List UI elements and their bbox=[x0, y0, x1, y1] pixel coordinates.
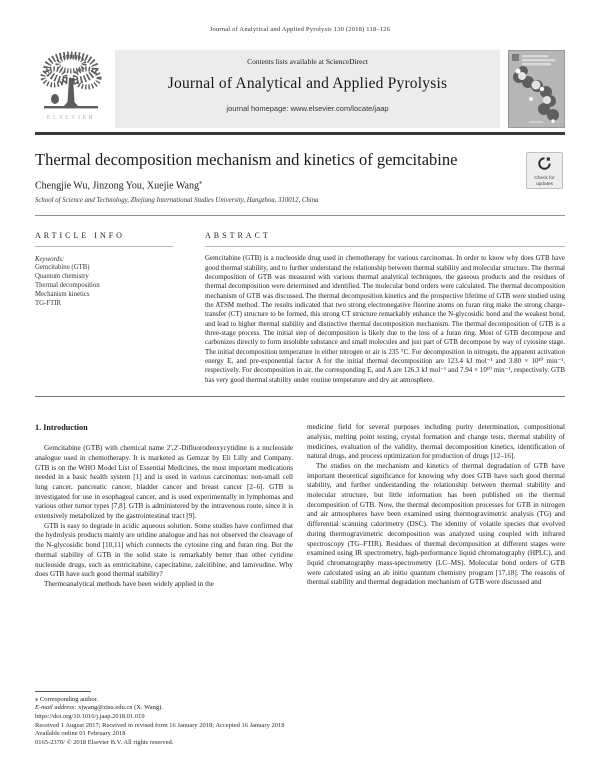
available-online-line: Available online 01 February 2018 bbox=[35, 730, 126, 738]
elsevier-logo bbox=[35, 50, 107, 128]
corresponding-author-footnote bbox=[35, 691, 293, 713]
article-info-column bbox=[35, 231, 187, 385]
abstract-rule bbox=[205, 246, 565, 247]
elsevier-tree-icon bbox=[38, 50, 104, 114]
email-label: E-mail address: bbox=[35, 704, 77, 712]
title-block bbox=[35, 150, 565, 204]
journal-cover-thumbnail[interactable] bbox=[508, 50, 565, 128]
contents-prefix-text: Contents lists available at bbox=[247, 57, 326, 66]
homepage-line bbox=[115, 104, 500, 113]
article-info-rule bbox=[35, 246, 173, 247]
article-body bbox=[35, 423, 565, 590]
body-left-column bbox=[35, 423, 293, 590]
header-divider bbox=[35, 132, 565, 135]
contents-line bbox=[115, 57, 500, 66]
authors-line bbox=[35, 179, 565, 191]
journal-title: Journal of Analytical and Applied Pyrolysis bbox=[167, 75, 448, 92]
email-suffix: (X. Wang). bbox=[132, 704, 163, 712]
author-names: Chengjie Wu, Jinzong You, Xuejie Wang bbox=[35, 180, 199, 192]
copyright-line: 0165-2370/ © 2018 Elsevier B.V. All rights reserved. bbox=[35, 739, 174, 747]
body-right-column bbox=[307, 423, 565, 590]
body-paragraph: medicine field for several purposes including purity determination, compositional analysis, melting point testing, crystal formation and change tests, thermal stability of medicines, evaluation of the validity, thermal decomposition kinetics, identification of natural drugs, and process optimization for production of drugs [12–16]. bbox=[307, 423, 565, 461]
corresponding-author-note: ⁎ Corresponding author. bbox=[35, 695, 99, 703]
info-abstract-section bbox=[35, 231, 565, 385]
journal-homepage-link[interactable]: www.elsevier.com/locate/jaap bbox=[290, 104, 389, 113]
journal-header bbox=[35, 50, 565, 128]
article-title: Thermal decomposition mechanism and kinetics of gemcitabine bbox=[35, 150, 458, 169]
keyword-item: Gemcitabine (GTB) bbox=[35, 264, 90, 272]
received-dates-line: Received 1 August 2017; Received in revised form 16 January 2018; Accepted 16 January 2018 bbox=[35, 721, 285, 729]
contents-banner bbox=[115, 50, 500, 128]
body-paragraph: Thermoanalytical methods have been widely applied in the bbox=[44, 579, 214, 588]
doi-link[interactable]: https://doi.org/10.1016/j.jaap.2018.01.019 bbox=[35, 712, 145, 720]
check-badge-label: Check for updates bbox=[534, 176, 555, 187]
keywords-label: Keywords: bbox=[35, 256, 65, 264]
abstract-text: Gemcitabine (GTB) is a nucleoside drug used in chemotherapy for various carcinomas. In order to know why does GTB have good thermal stability, and to further understand the relationship between thermal stability and molecular structure. The thermal decomposition of GTB was measured with various thermal analytical techniques, the gaseous products and the residues of thermal decomposition were determined and identified. The molecular bond orders were calculated. The thermal decomposition mechanism of GTB was discussed. The thermal decomposition kinetics and the prospective lifetime of GTB were studied using the ATSM method. The results indicated that two strong electronegative fluorine atoms on furan ring make the strong charge-transfer (CT) structure to be formed, this strong CT structure remarkably enhance the N-glycosidic bond and the weakest bond, and lead to higher thermal stability and distinctive thermal decomposition mechanism. The thermal decomposition of GTB is a three-stage process. The initial step of decomposition is likely due to the loss of a furan ring. Most of GTB decompose and carbonizes directly to form insoluble substance and small molecules and just part of GTB decompose by way of cytosine stage. The initial decomposition temperature in either nitrogen or air is 235 °C. For decomposition in nitrogen, the apparent activation energy Eₐ and pre-exponential factor A for the initial thermal decomposition are 123.4 kJ mol⁻¹ and 3.80 × 10¹⁰ min⁻¹, respectively. For decomposition in air, the corresponding Eₐ and A are 126.3 kJ mol⁻¹ and 7.94 × 10¹⁰ min⁻¹, respectively. GTB has very good thermal stability under routine temperature and dry air atmosphere. bbox=[205, 254, 565, 384]
homepage-prefix-text: journal homepage: bbox=[226, 104, 291, 113]
imprint-footer bbox=[35, 713, 284, 748]
footnote-rule bbox=[35, 691, 91, 692]
body-paragraph: Gemcitabine (GTB) with chemical name 2′,2′-Difluorodeoxycytidine is a nucleoside analogue used in chemotherapy. It is marketed as Gemzar by Eli Lilly and Company. GTB is on the WHO Model List of Essential Medicines, the most important medications needed in a basic health system [1] and is used in various carcinomas: non-small cell lung cancer, pancreatic cancer, bladder cancer and breast cancer [2–6]. GTB is investigated for use in esophageal cancer, and is used experimentally in lymphomas and various other tumor types [7,8]. GTB is administered by the intravenous route, since it is extensively metabolized by the gastrointestinal tract [9]. bbox=[35, 444, 293, 521]
journal-cover-art-icon bbox=[509, 51, 564, 127]
email-line bbox=[35, 704, 293, 713]
abstract-divider bbox=[35, 396, 565, 397]
corresponding-author-mark: ⁎ bbox=[198, 180, 202, 186]
keyword-item: TG-FTIR bbox=[35, 300, 62, 308]
keyword-item: Mechanism kinetics bbox=[35, 291, 90, 299]
email-link[interactable]: xjwang@zisu.edu.cn bbox=[78, 704, 133, 712]
body-paragraph: The studies on the mechanism and kinetics of thermal degradation of GTB have important theoretical significance for knowing why does GTB have such good thermal stability, and further understanding the relationship between thermal stability and molecular structure, but little information has been published on the thermal decomposition of GTB. Now, the thermal decomposition processes for GTB in nitrogen and air atmospheres have been examined using thermogravimetric analysis (TG) and differential scanning calorimetry (DSC). The identity of volatile species that evolved during thermogravimetric decomposition was analyzed using coupled with infrared spectroscopy (TG–FTIR). Residues of thermal decomposition at different stages were examined using IR spectrometry, high-performance liquid chromatography (HPLC), and liquid chromatography mass-spectrometry (LC–MS). Molecular bond orders of GTB were calculated using an ab initio quantum chemistry program [17,18]. The reasons of thermal stability and thermal degradation mechanism of GTB were discussed and bbox=[307, 461, 565, 587]
article-info-heading: ARTICLE INFO bbox=[35, 231, 125, 241]
keyword-item: Quantum chemistry bbox=[35, 273, 89, 281]
affiliation-line: School of Science and Technology, Zhejiang International Studies University, Hangzhou, 310012, China bbox=[35, 197, 319, 205]
elsevier-logo-text: ELSEVIER bbox=[46, 115, 96, 121]
body-paragraph: GTB is easy to degrade in acidic aqueous solution. Some studies have confirmed that the hydrolysis products mainly are uridine analogue and has not observed the cleavage of the N-glycosidic bond [10,11] which connects the cytosine ring and furan ring. But the thermal stability of GTB in the solid state is remarkably better than other cytidine nucleoside drugs, such as emtricitabine, capecitabine, zalcitibine, and lamivudine. Why does GTB have such good thermal stability? bbox=[35, 521, 293, 579]
abstract-column bbox=[205, 231, 565, 385]
crossmark-icon bbox=[537, 156, 552, 171]
sciencedirect-link[interactable]: ScienceDirect bbox=[325, 57, 368, 66]
title-divider bbox=[35, 215, 565, 216]
keyword-item: Thermal decomposition bbox=[35, 282, 100, 290]
abstract-heading: ABSTRACT bbox=[205, 231, 271, 241]
running-head-citation: Journal of Analytical and Applied Pyrolysis 130 (2018) 118–126 bbox=[209, 26, 391, 33]
introduction-heading: 1. Introduction bbox=[35, 423, 88, 433]
check-for-updates-badge[interactable] bbox=[526, 152, 563, 189]
